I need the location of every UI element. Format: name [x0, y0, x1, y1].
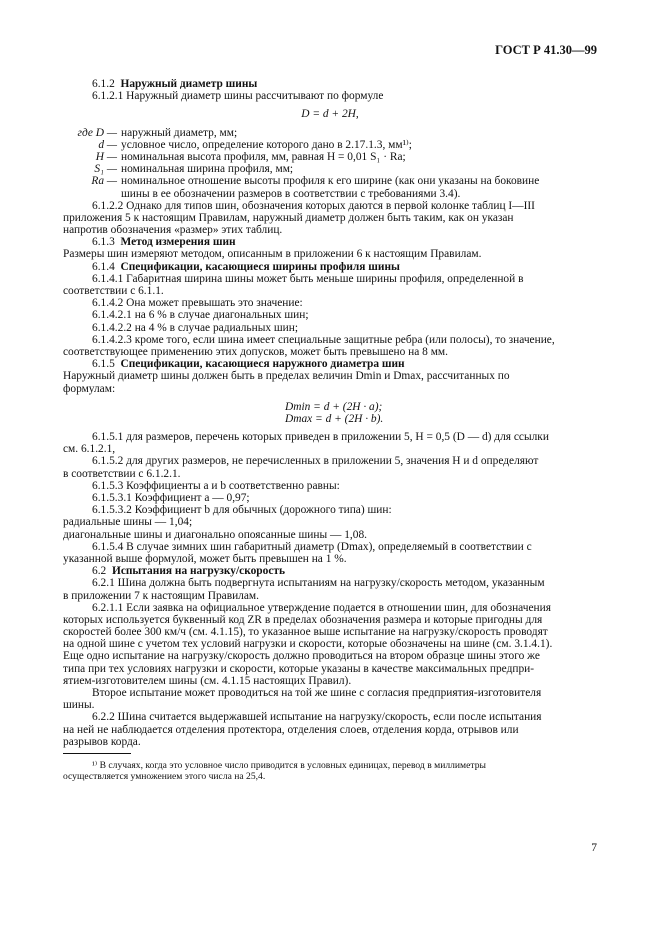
paragraph-line: Еще одно испытание на нагрузку/скорость должно проводиться на втором образце шины этого же	[63, 650, 540, 663]
paragraph-line: 6.1.5.4 В случае зимних шин габаритный диаметр (Dmax), определяемый в соответствии с	[92, 540, 532, 553]
section-heading: 6.1.4 Спецификации, касающиеся ширины профиля шины	[92, 260, 400, 273]
section-heading: 6.1.3 Метод измерения шин	[92, 236, 236, 249]
paragraph-line: на ней не наблюдается отделения протектора, отделения слоев, отделения корда, отрывов или	[63, 723, 519, 736]
paragraph-line: Наружный диаметр шины должен быть в пределах величин Dmin и Dmax, рассчитанных по	[63, 370, 510, 383]
paragraph-line: Второе испытание может проводиться на той же шине с согласия предприятия-изготовителя	[92, 687, 542, 699]
footnote-line: осуществляется умножением этого числа на 25,4.	[63, 770, 266, 782]
paragraph-line: 6.1.4.2.2 на 4 % в случае радиальных шин;	[92, 321, 299, 334]
paragraph-line: 6.1.5.1 для размеров, перечень которых приведен в приложении 5, H = 0,5 (D — d) для ссылки	[92, 431, 549, 444]
paragraph-line: на одной шине с учетом тех условий нагрузки и скорости, которые обозначены на шине (см. 3.1.4.1).	[63, 638, 553, 651]
footnote-divider	[63, 753, 131, 754]
paragraph-line: 6.2.2 Шина считается выдержавшей испытание на нагрузку/скорость, если после испытания	[92, 711, 542, 724]
paragraph-line: радиальные шины — 1,04;	[63, 516, 193, 529]
definition-line: где D — наружный диаметр, мм;	[77, 126, 238, 139]
paragraph-line: 6.1.5.3.1 Коэффициент a — 0,97;	[92, 492, 250, 504]
paragraph-line: 6.1.5.2 для других размеров, не перечисленных в приложении 5, значения H и d определяют	[92, 455, 539, 468]
section-heading: 6.1.2 Наружный диаметр шины	[92, 78, 258, 90]
paragraph-line: Размеры шин измеряют методом, описанным в приложении 6 к настоящим Правилам.	[63, 248, 482, 261]
paragraph-line: ятием-изготовителем шины (см. 4.1.15 настоящих Правил).	[63, 674, 352, 687]
paragraph-line: которых используется буквенный код ZR в пределах обозначения размера и которые пригодны для	[63, 613, 543, 626]
paragraph-line: 6.1.2.2 Однако для типов шин, обозначения которых даются в первой колонке таблиц I—III	[92, 199, 535, 212]
definition-line: Ra — номинальное отношение высоты профиля к его ширине (как они указаны на боковине	[91, 175, 540, 188]
definition-line: шины в ее обозначении размеров в соответствии с требованиями 3.4).	[121, 187, 461, 200]
definition-line: S₁ — номинальная ширина профиля, мм;	[94, 163, 294, 176]
paragraph-line: 6.1.4.2.3 кроме того, если шина имеет специальные защитные ребра (или полосы), то значение,	[92, 333, 555, 346]
document-body	[63, 78, 597, 782]
paragraph-line: 6.1.5.3.2 Коэффициент b для обычных (дорожного типа) шин:	[92, 504, 392, 517]
definition-line: d — условное число, определение которого дано в 2.17.1.3, мм¹⁾;	[98, 138, 412, 151]
paragraph-line: шины.	[63, 699, 95, 712]
paragraph-line: формулам:	[63, 382, 116, 395]
paragraph-line: напротив обозначения «размер» этих таблиц.	[63, 224, 283, 237]
paragraph-line: типа при тех условиях нагрузки и скорости, которые указаны в качестве максимальных предпри-	[63, 662, 535, 675]
paragraph-line: в соответствии с 6.1.2.1.	[63, 467, 181, 480]
paragraph-line: разрывов корда.	[63, 735, 141, 748]
paragraph-line: 6.1.4.2 Она может превышать это значение:	[92, 297, 303, 310]
paragraph-line: 6.1.4.2.1 на 6 % в случае диагональных шин;	[92, 309, 309, 322]
definition-line: H — номинальная высота профиля, мм, равная H = 0,01 S₁ · Ra;	[95, 150, 406, 163]
paragraph-line: 6.1.4.1 Габаритная ширина шины может быть меньше ширины профиля, определенной в	[92, 272, 524, 285]
paragraph-line: скоростей более 300 км/ч (см. 4.1.15), то указанное выше испытание на нагрузку/скорость проводят	[63, 626, 548, 639]
formula: D = d + 2H,	[301, 108, 359, 121]
paragraph-line: указанной выше формулой, может быть превышен на 1 %.	[63, 552, 347, 565]
footnote-line: ¹⁾ В случаях, когда это условное число приводится в условных единицах, перевод в миллиметры	[92, 759, 486, 771]
paragraph-line: приложения 5 к настоящим Правилам, наружный диаметр должен быть таким, как он указан	[63, 211, 514, 224]
paragraph-line: 6.1.5.3 Коэффициенты a и b соответственно равны:	[92, 479, 340, 492]
paragraph-line: диагональные шины и диагонально опоясанные шины — 1,08.	[63, 528, 368, 541]
formula: Dmax = d + (2H · b).	[285, 412, 384, 425]
paragraph-line: см. 6.1.2.1,	[63, 443, 116, 456]
paragraph-line: 6.2.1 Шина должна быть подвергнута испытаниям на нагрузку/скорость методом, указанным	[92, 577, 545, 590]
page-number: 7	[591, 842, 597, 854]
paragraph-line: соответствии с 6.1.1.	[63, 285, 164, 297]
paragraph-line: 6.1.2.1 Наружный диаметр шины рассчитывают по формуле	[92, 90, 384, 103]
section-heading: 6.2 Испытания на нагрузку/скорость	[92, 565, 286, 578]
page-header: ГОСТ Р 41.30—99	[495, 43, 597, 57]
paragraph-line: в приложении 7 к настоящим Правилам.	[63, 589, 259, 602]
section-heading: 6.1.5 Спецификации, касающиеся наружного диаметра шин	[92, 358, 405, 371]
paragraph-line: 6.2.1.1 Если заявка на официальное утверждение подается в отношении шин, для обозначения	[92, 601, 551, 614]
formula: Dmin = d + (2H · a);	[285, 400, 383, 413]
paragraph-line: соответствующее применению этих допусков, может быть превышено на 8 мм.	[63, 345, 448, 358]
